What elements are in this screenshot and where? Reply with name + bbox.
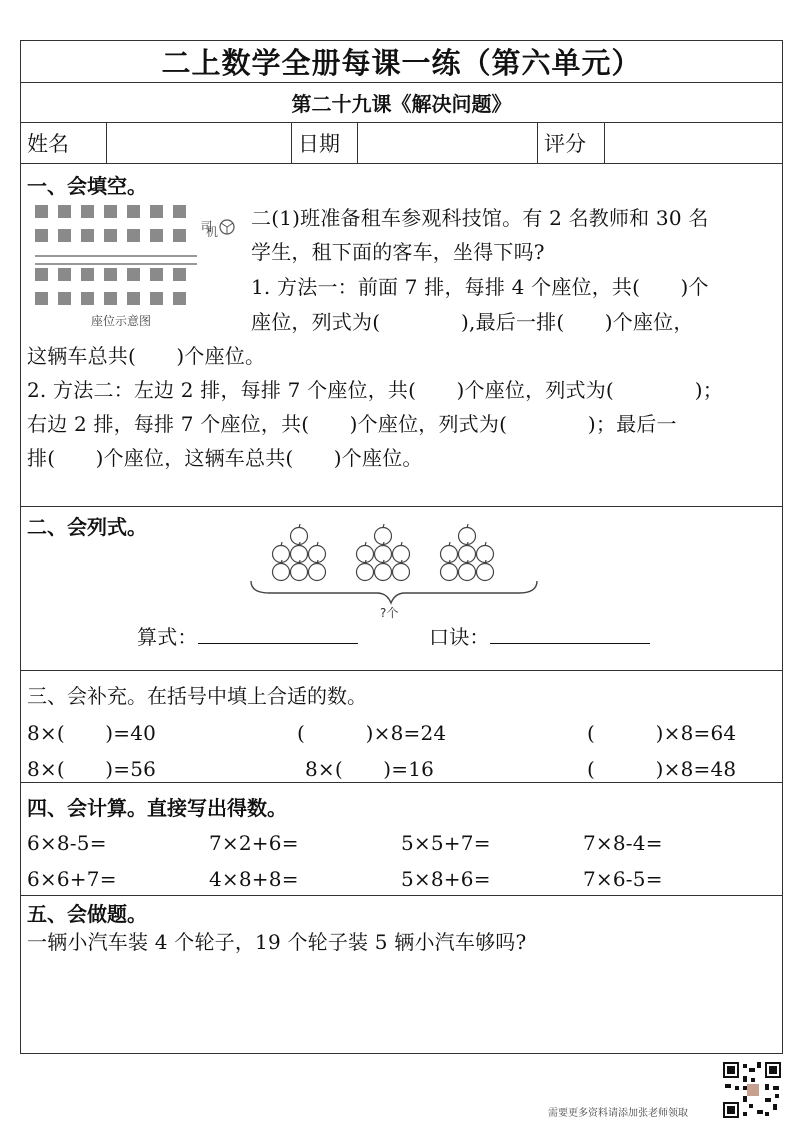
apple-icon [309, 546, 326, 563]
apple-icon [441, 564, 458, 581]
formula-blank[interactable] [198, 643, 358, 644]
apple-icon [375, 528, 392, 545]
seat [58, 292, 71, 305]
driver-label: 司 [199, 220, 213, 232]
seat [173, 292, 186, 305]
problem-line: 学生，租下面的客车，坐得下吗? [251, 240, 545, 264]
diagram-caption: 座位示意图 [91, 314, 152, 328]
apple-icon [291, 546, 308, 563]
apple-icon [477, 546, 494, 563]
blank-equation: 8×( )=16 [305, 757, 435, 781]
apple-icon [393, 564, 410, 581]
name-label: 姓名 [21, 123, 107, 163]
lesson-title: 第二十九课《解决问题》 [21, 83, 782, 123]
seat-diagram [29, 202, 239, 330]
date-field[interactable] [358, 123, 538, 163]
seat [127, 229, 140, 242]
seat [104, 292, 117, 305]
blank-equation: ( )×8=64 [587, 721, 737, 745]
seat [127, 205, 140, 218]
seat [81, 268, 94, 281]
brace-label: ?个 [380, 606, 399, 619]
calc-item: 7×8-4= [583, 831, 663, 855]
calc-item: 6×8-5= [27, 831, 107, 855]
apple-icon [273, 564, 290, 581]
date-label: 日期 [292, 123, 358, 163]
worksheet-title: 二上数学全册每课一练（第六单元） [21, 41, 782, 83]
score-field[interactable] [605, 123, 784, 163]
svg-text:机: 机 [206, 225, 219, 239]
seat [127, 292, 140, 305]
blank-equation: ( )×8=24 [297, 721, 447, 745]
mnemonic-blank[interactable] [490, 643, 650, 644]
seat [58, 229, 71, 242]
seat [173, 205, 186, 218]
apple-icon [459, 528, 476, 545]
seat [35, 268, 48, 281]
section-heading: 四、会计算。直接写出得数。 [27, 796, 287, 820]
problem-line: 2. 方法二：左边 2 排，每排 7 个座位，共( )个座位，列式为( )； [27, 378, 723, 402]
seat-group [35, 205, 186, 305]
section-heading: 二、会列式。 [27, 515, 147, 539]
seat [35, 292, 48, 305]
blank-equation: 8×( )=56 [27, 757, 157, 781]
section-fill-blank [21, 164, 782, 507]
calc-item: 7×6-5= [583, 867, 663, 891]
calc-item: 5×5+7= [401, 831, 491, 855]
seat [150, 229, 163, 242]
calc-item: 7×2+6= [209, 831, 299, 855]
qr-code-icon [721, 1060, 783, 1120]
apple-icon [375, 546, 392, 563]
seat [127, 268, 140, 281]
name-field[interactable] [107, 123, 292, 163]
seat [35, 229, 48, 242]
section-word-problem [21, 896, 782, 1055]
blank-equation: ( )×8=48 [587, 757, 737, 781]
apple-icon [441, 546, 458, 563]
problem-line: 排( )个座位，这辆车总共( )个座位。 [27, 446, 423, 470]
seat [104, 229, 117, 242]
seat [173, 268, 186, 281]
section-complete [21, 671, 782, 783]
section-heading: 一、会填空。 [27, 174, 147, 198]
apple-group [273, 524, 494, 581]
seat [150, 268, 163, 281]
section-heading: 三、会补充。在括号中填上合适的数。 [27, 684, 367, 708]
word-problem: 一辆小汽车装 4 个轮子，19 个轮子装 5 辆小汽车够吗? [27, 930, 527, 954]
section-heading: 五、会做题。 [27, 902, 147, 926]
seat [173, 229, 186, 242]
apple-icon [477, 564, 494, 581]
section-write-formula [21, 507, 782, 671]
apple-pyramids [249, 523, 539, 619]
formula-label [137, 621, 358, 650]
score-label: 评分 [538, 123, 605, 163]
student-info-row [21, 123, 782, 164]
apple-icon [393, 546, 410, 563]
seat [150, 292, 163, 305]
problem-line: 1. 方法一：前面 7 排，每排 4 个座位，共( )个 [251, 275, 709, 299]
seat [58, 205, 71, 218]
problem-line: 这辆车总共( )个座位。 [27, 344, 266, 368]
problem-line: 右边 2 排，每排 7 个座位，共( )个座位，列式为( )；最后一 [27, 412, 677, 436]
worksheet [20, 40, 783, 1054]
apple-icon [291, 564, 308, 581]
seat [150, 205, 163, 218]
seat [81, 229, 94, 242]
mnemonic-label [429, 621, 650, 650]
seat [81, 292, 94, 305]
formula-text: 算式： [137, 625, 198, 649]
blank-equation: 8×( )=40 [27, 721, 157, 745]
brace [251, 581, 537, 603]
apple-icon [459, 564, 476, 581]
problem-line: 二(1)班准备租车参观科技馆。有 2 名教师和 30 名 [251, 206, 709, 230]
calc-item: 4×8+8= [209, 867, 299, 891]
section-calculate [21, 783, 782, 896]
apple-icon [291, 528, 308, 545]
apple-icon [309, 564, 326, 581]
seat [104, 268, 117, 281]
apple-icon [273, 546, 290, 563]
apple-icon [357, 564, 374, 581]
apple-icon [357, 546, 374, 563]
seat [104, 205, 117, 218]
footer-note: 需要更多资料请添加张老师领取 [548, 1108, 688, 1119]
calc-item: 6×6+7= [27, 867, 117, 891]
problem-line: 座位，列式为( ),最后一排( )个座位， [251, 310, 694, 334]
apple-icon [375, 564, 392, 581]
apple-icon [459, 546, 476, 563]
mnemonic-text: 口诀： [429, 625, 490, 649]
seat [35, 205, 48, 218]
seat [81, 205, 94, 218]
calc-item: 5×8+6= [401, 867, 491, 891]
seat [58, 268, 71, 281]
